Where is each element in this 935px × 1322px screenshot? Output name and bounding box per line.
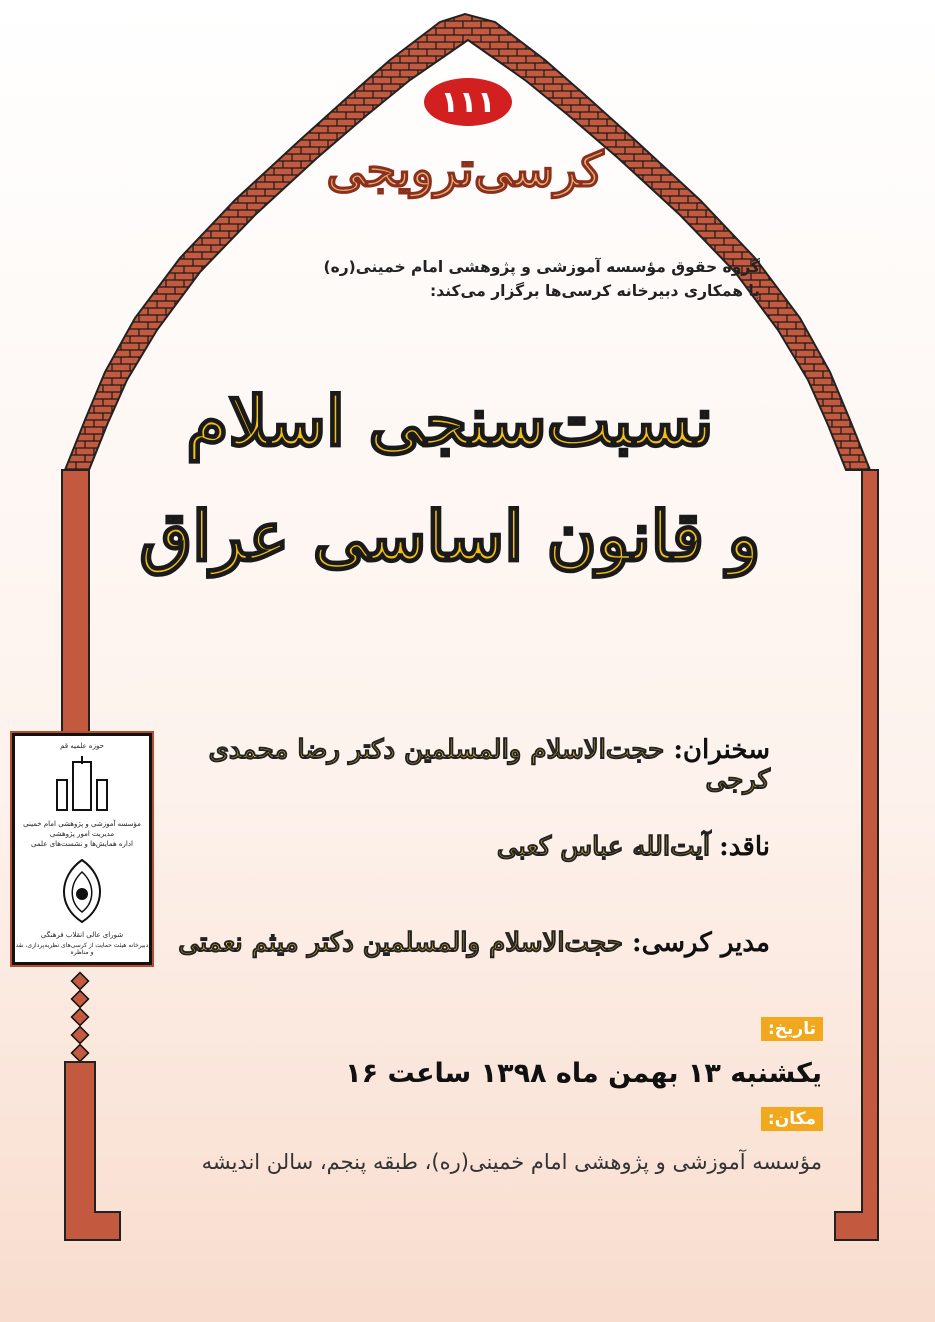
kursi-logo	[326, 125, 604, 215]
critic-value: آیت‌الله عباس کعبی	[496, 832, 711, 862]
side-line-1: حوزه علمیه قم	[60, 742, 104, 750]
issue-number-badge	[424, 78, 512, 126]
location-value: مؤسسه آموزشی و پژوهشی امام خمینی(ره)، طبقه پنجم، سالن اندیشه	[201, 1150, 822, 1174]
organizer-line-1: گروه حقوق مؤسسه آموزشی و پژوهشی امام خمینی(ره)	[323, 258, 760, 276]
date-value: یکشنبه ۱۳ بهمن ماه ۱۳۹۸ ساعت ۱۶	[345, 1058, 822, 1089]
side-line-5: شورای عالی انقلاب فرهنگی	[40, 931, 124, 939]
side-line-2: مؤسسه آموزشی و پژوهشی امام خمینی	[23, 820, 141, 828]
moderator-row	[150, 928, 770, 958]
title-line-2: و قانون اساسی عراق	[139, 497, 761, 577]
logo-text: کرسی‌ترویجی	[326, 142, 604, 198]
speaker-value: حجت‌الاسلام والمسلمین دکتر رضا محمدی کرجی	[208, 735, 770, 795]
location-label-tag: مکان:	[761, 1107, 823, 1131]
title-line-1: نسبت‌سنجی اسلام	[186, 382, 714, 462]
arch-left-column	[62, 470, 89, 733]
organizer-line-2: با همکاری دبیرخانه کرسی‌ها برگزار می‌کند:	[430, 282, 760, 300]
council-emblem-icon	[49, 856, 115, 926]
ornament-icon	[72, 973, 89, 1062]
speaker-label: سخنران:	[673, 735, 770, 765]
arch-left-base	[65, 1062, 120, 1240]
side-line-3: مدیریت امور پژوهشی	[49, 830, 115, 838]
institute-emblem-icon	[53, 754, 111, 814]
sponsor-logo-panel	[12, 733, 152, 965]
side-line-6: دبیرخانه هیئت حمایت از کرسی‌های نظریه‌پردازی، نقد و مناظره	[15, 942, 149, 956]
critic-row	[150, 832, 770, 862]
arch-right-column	[835, 470, 878, 1240]
moderator-label: مدیر کرسی:	[632, 928, 770, 958]
moderator-value: حجت‌الاسلام والمسلمین دکتر میثم نعمتی	[178, 928, 623, 958]
speaker-row	[150, 735, 770, 795]
organizer-block	[200, 255, 760, 303]
badge-number: ۱۱۱	[440, 84, 496, 120]
critic-label: ناقد:	[719, 832, 770, 862]
side-line-4: اداره همایش‌ها و نشست‌های علمی	[31, 840, 133, 848]
date-label-tag: تاریخ:	[761, 1017, 823, 1041]
